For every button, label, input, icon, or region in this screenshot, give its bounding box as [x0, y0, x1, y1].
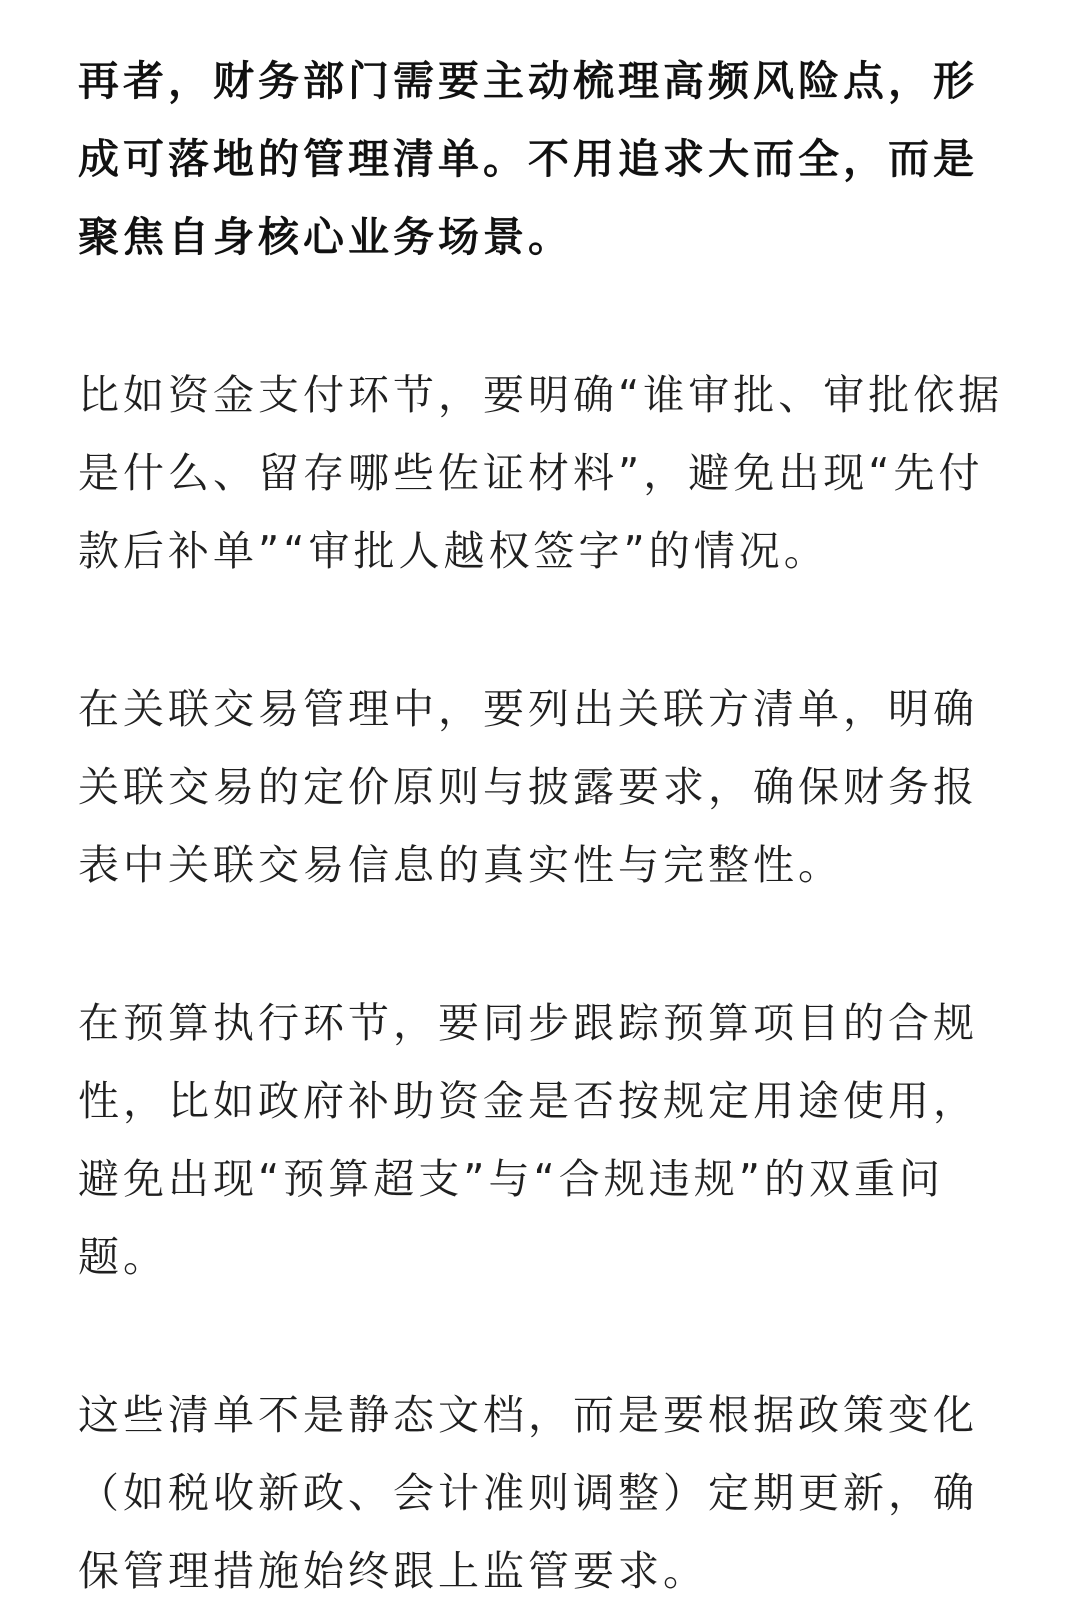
paragraph-risk-checklist-intro: 再者，财务部门需要主动梳理高频风险点，形成可落地的管理清单。不用追求大而全，而是聚焦自身核心业务场景。 — [78, 57, 978, 261]
paragraph-budget-execution: 在预算执行环节，要同步跟踪预算项目的合规性，比如政府补助资金是否按规定用途使用，避免出现“预算超支”与“合规违规”的双重问题。 — [78, 999, 978, 1281]
paragraph-fund-payment: 比如资金支付环节，要明确“谁审批、审批依据是什么、留存哪些佐证材料”，避免出现“先付款后补单”“审批人越权签字”的情况。 — [78, 371, 1004, 575]
paragraph-checklist-update: 这些清单不是静态文档，而是要根据政策变化（如税收新政、会计准则调整）定期更新，确保管理措施始终跟上监管要求。 — [78, 1391, 978, 1595]
paragraph-related-party: 在关联交易管理中，要列出关联方清单，明确关联交易的定价原则与披露要求，确保财务报表中关联交易信息的真实性与完整性。 — [78, 685, 978, 889]
